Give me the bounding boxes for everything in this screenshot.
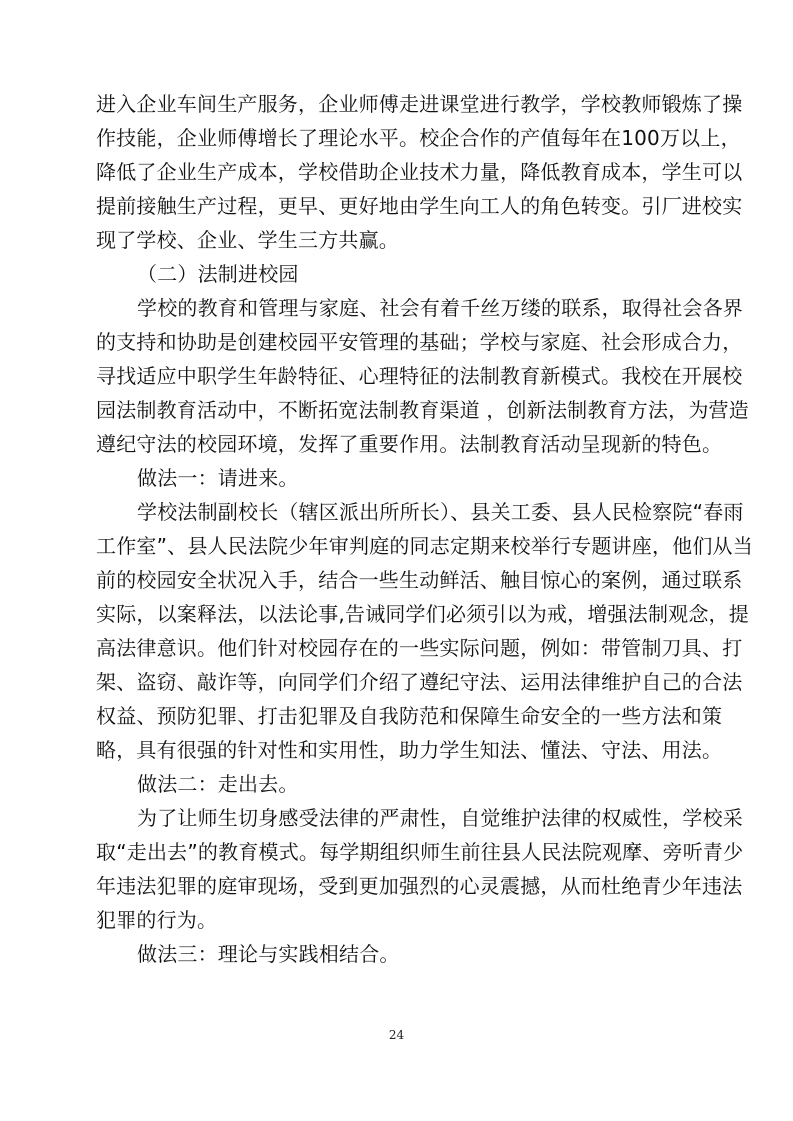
paragraph-line: 取“走出去”的教育模式。每学期组织师生前往县人民法院观摩、旁听青少 bbox=[96, 840, 744, 864]
paragraph-line: 略，具有很强的针对性和实用性，助力学生知法、懂法、守法、用法。 bbox=[96, 738, 723, 762]
paragraph-line: 遵纪守法的校园环境，发挥了重要作用。法制教育活动呈现新的特色。 bbox=[96, 432, 723, 456]
paragraph-line: 寻找适应中职学生年龄特征、心理特征的法制教育新模式。我校在开展校 bbox=[96, 364, 743, 388]
section-heading: （二）法制进校园 bbox=[137, 262, 299, 286]
paragraph-line: 为了让师生切身感受法律的严肃性，自觉维护法律的权威性，学校采 bbox=[137, 806, 743, 830]
subsection-heading: 做法二：走出去。 bbox=[137, 772, 299, 796]
paragraph-line: 年违法犯罪的庭审现场，受到更加强烈的心灵震撼，从而杜绝青少年违法 bbox=[96, 874, 743, 898]
paragraph-line: 作技能，企业师傅增长了理论水平。校企合作的产值每年在100万以上， bbox=[96, 126, 741, 150]
paragraph-line: 工作室”、县人民法院少年审判庭的同志定期来校举行专题讲座，他们从当 bbox=[96, 534, 753, 558]
paragraph-line: 学校的教育和管理与家庭、社会有着千丝万缕的联系，取得社会各界 bbox=[137, 296, 743, 320]
subsection-heading: 做法一：请进来。 bbox=[137, 466, 299, 490]
paragraph-line: 架、盗窃、敲诈等，向同学们介绍了遵纪守法、运用法律维护自己的合法 bbox=[96, 670, 743, 694]
paragraph-line: 提前接触生产过程，更早、更好地由学生向工人的角色转变。引厂进校实 bbox=[96, 194, 743, 218]
paragraph-line: 学校法制副校长（辖区派出所所长）、县关工委、县人民检察院“春雨 bbox=[137, 500, 744, 524]
page-number: 24 bbox=[388, 1028, 405, 1042]
paragraph-line: 进入企业车间生产服务，企业师傅走进课堂进行教学，学校教师锻炼了操 bbox=[96, 92, 743, 116]
paragraph-line: 权益、预防犯罪、打击犯罪及自我防范和保障生命安全的一些方法和策 bbox=[96, 704, 723, 728]
subsection-heading: 做法三：理论与实践相结合。 bbox=[137, 942, 400, 966]
paragraph-line: 降低了企业生产成本，学校借助企业技术力量，降低教育成本，学生可以 bbox=[96, 160, 743, 184]
paragraph-line: 高法律意识。他们针对校园存在的一些实际问题，例如：带管制刀具、打 bbox=[96, 636, 743, 660]
paragraph-line: 现了学校、企业、学生三方共赢。 bbox=[96, 228, 399, 252]
paragraph-line: 实际，以案释法，以法论事,告诫同学们必须引以为戒，增强法制观念，提 bbox=[96, 602, 749, 626]
paragraph-line: 前的校园安全状况入手，结合一些生动鲜活、触目惊心的案例，通过联系 bbox=[96, 568, 743, 592]
paragraph-line: 犯罪的行为。 bbox=[96, 908, 218, 932]
paragraph-line: 园法制教育活动中，不断拓宽法制教育渠道 ，创新法制教育方法，为营造 bbox=[96, 398, 749, 422]
paragraph-line: 的支持和协助是创建校园平安管理的基础；学校与家庭、社会形成合力， bbox=[96, 330, 743, 354]
